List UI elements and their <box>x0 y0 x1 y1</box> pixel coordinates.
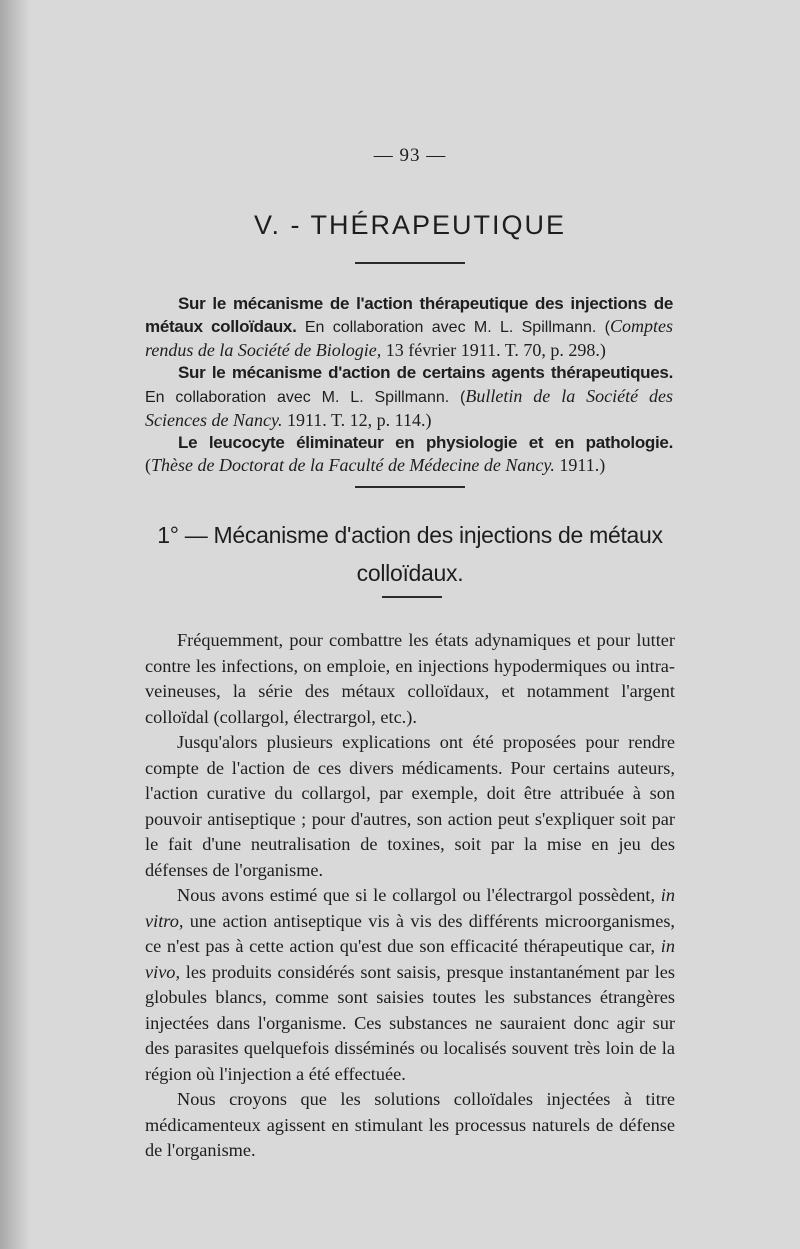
paragraph <box>145 883 675 1087</box>
paragraph: Jusqu'alors plusieurs explications ont été proposées pour rendre compte de l'action de ces divers médicaments. Pour certains auteurs, l'action curative du collargol, par exemple, doit être attribuée à son pouvoir antiseptique ; pour d'autres, son action peut s'expliquer soit par le fait d'une neutralisation de toxines, soit par la mise en jeu des défenses de l'organisme. <box>145 732 675 880</box>
section-heading-line2: colloïdaux. <box>356 560 464 586</box>
reference-details: 1911. T. 12, p. 114.) <box>282 410 432 430</box>
body-text <box>145 628 675 1164</box>
reference-source: Thèse de Doctorat de la Faculté de Médecine de Nancy. <box>151 455 555 475</box>
paragraph: Nous croyons que les solutions colloïdales injectées à titre médicamenteux agissent en stimulant les processus naturels de défense de l'organisme. <box>145 1089 675 1160</box>
references-divider <box>355 486 465 488</box>
italic-term: in vitro, <box>145 885 675 931</box>
page-number: — 93 — <box>373 145 447 166</box>
chapter-title: V. - THÉRAPEUTIQUE <box>253 210 567 240</box>
section-divider <box>382 596 442 598</box>
chapter-divider <box>355 262 465 264</box>
reference-title: Sur le mécanisme d'action de certains agents thérapeutiques. <box>178 363 673 382</box>
reference-collaboration: En collaboration avec M. L. Spillmann. ( <box>296 319 610 336</box>
paragraph-text: Nous avons estimé que si le collargol ou l'électrargol possèdent, <box>177 885 661 905</box>
reference-details: 1911.) <box>554 455 606 475</box>
reference-source: Bulletin de la Société des Sciences de Nancy. <box>145 386 673 430</box>
section-heading-line1: 1° — Mécanisme d'action des injections de métaux <box>157 522 663 548</box>
section-heading <box>145 516 675 592</box>
reference-title: Le leucocyte éliminateur en physiologie et en pathologie. <box>178 433 673 452</box>
reference-collaboration: ( <box>145 455 151 475</box>
paragraph: Fréquemment, pour combattre les états adynamiques et pour lutter contre les infections, on emploie, en injections hypodermiques ou intra-veineuses, la série des métaux colloïdaux, et notamment l'argent colloïdal (collargol, électrargol, etc.). <box>145 630 675 727</box>
reference-details: 13 février 1911. T. 70, p. 298.) <box>381 340 606 360</box>
reference-entry <box>145 361 673 431</box>
italic-term: in vivo, <box>145 936 675 982</box>
paragraph-text: une action antiseptique vis à vis des différents microorganismes, ce n'est pas à cette action qu'est due son efficacité thérapeutique car, <box>145 910 675 956</box>
reference-entry <box>145 431 673 476</box>
paragraph-text: les produits considérés sont saisis, presque instantanément par les globules blancs, comme sont saisies toutes les substances étrangères injectées dans l'organisme. Ces substances ne sauraient donc agir sur des parasites quelquefois disséminés ou localisés souvent très loin de la région où l'injection a été effectuée. <box>145 961 675 1084</box>
bibliography-list <box>145 292 673 476</box>
reference-collaboration: En collaboration avec M. L. Spillmann. ( <box>145 389 466 406</box>
reference-entry <box>145 292 673 361</box>
reference-source: Comptes rendus de la Société de Biologie, <box>145 316 673 360</box>
reference-title: Sur le mécanisme de l'action thérapeutique des injections de métaux colloïdaux. <box>145 294 673 336</box>
